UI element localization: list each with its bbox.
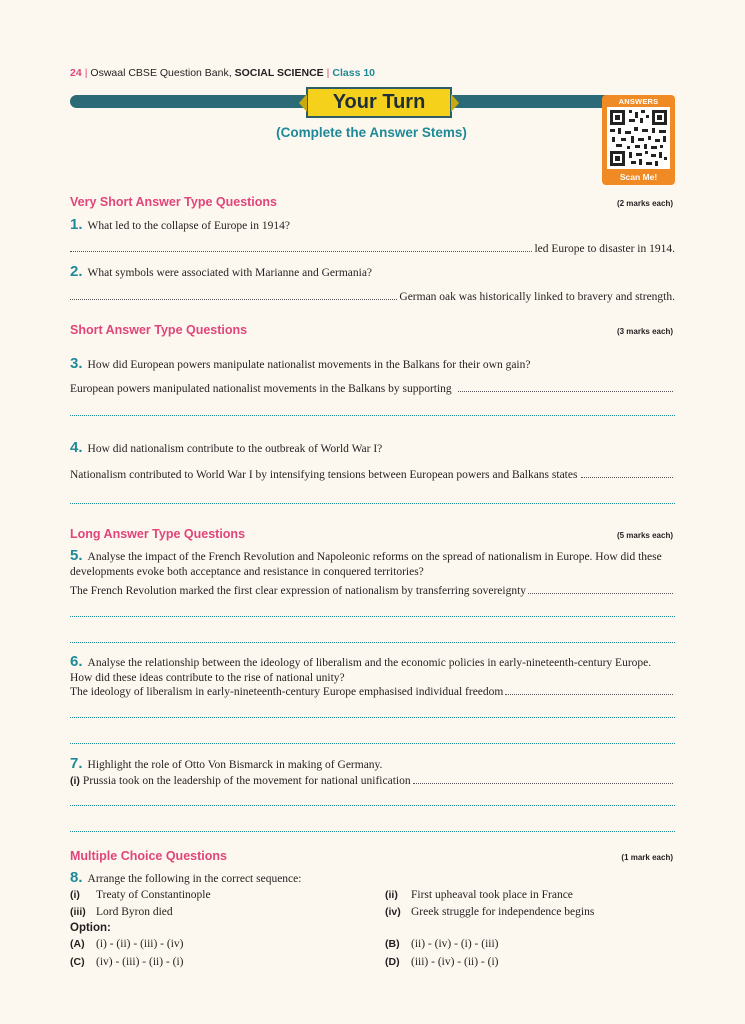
question-text: How did nationalism contribute to the outbreak of World War I? xyxy=(87,443,383,455)
sequence-item: (ii) First upheaval took place in France xyxy=(385,889,573,901)
question-text: What led to the collapse of Europe in 1914? xyxy=(87,220,290,232)
answer-line[interactable] xyxy=(70,830,675,832)
qr-code-icon[interactable] xyxy=(607,107,670,169)
class-label: Class 10 xyxy=(332,67,376,79)
answer-stem-2[interactable] xyxy=(70,291,675,303)
question-8 xyxy=(70,871,675,887)
question-number: 1. xyxy=(70,216,83,233)
section-title: Short Answer Type Questions xyxy=(70,323,248,337)
qr-bottom-label: Scan Me! xyxy=(619,172,658,182)
section-title: Long Answer Type Questions xyxy=(70,527,246,541)
question-3 xyxy=(70,357,675,373)
question-text: Highlight the role of Otto Von Bismarck in making of Germany. xyxy=(87,759,383,771)
answer-stem-1[interactable] xyxy=(70,243,675,255)
answer-blank[interactable] xyxy=(70,243,532,252)
answer-line[interactable] xyxy=(70,414,675,416)
question-text: Analyse the relationship between the ideology of liberalism and the economic policies in early-nineteenth-century Europe. How did these ideas contribute to the rise of national unity? xyxy=(70,657,652,684)
answer-line[interactable] xyxy=(70,615,675,617)
section-marks: (1 mark each) xyxy=(621,853,673,862)
question-number: 2. xyxy=(70,263,83,280)
banner-tag xyxy=(306,87,452,118)
question-number: 3. xyxy=(70,355,83,372)
mcq-option-b[interactable]: (B) (ii) - (iv) - (i) - (iii) xyxy=(385,938,499,950)
question-5 xyxy=(70,549,675,579)
mcq-option-a[interactable]: (A) (i) - (ii) - (iii) - (iv) xyxy=(70,938,184,950)
question-text: What symbols were associated with Marianne and Germania? xyxy=(87,267,373,279)
answer-stem-3[interactable] xyxy=(70,383,675,395)
stem-text: The French Revolution marked the first clear expression of nationalism by transferring sovereignty xyxy=(70,585,527,597)
answer-blank[interactable] xyxy=(528,585,673,594)
banner-title: Your Turn xyxy=(332,91,426,113)
question-1 xyxy=(70,218,675,234)
answer-line[interactable] xyxy=(70,804,675,806)
question-7 xyxy=(70,757,675,773)
question-number: 5. xyxy=(70,547,83,564)
answer-blank[interactable] xyxy=(413,775,673,784)
stem-text: Prussia took on the leadership of the movement for national unification xyxy=(82,775,411,787)
mcq-option-d[interactable]: (D) (iii) - (iv) - (ii) - (i) xyxy=(385,956,499,968)
answer-line[interactable] xyxy=(70,641,675,643)
sequence-item: (iii) Lord Byron died xyxy=(70,906,173,918)
section-marks: (2 marks each) xyxy=(616,199,673,208)
answer-blank[interactable] xyxy=(458,383,673,392)
question-number: 4. xyxy=(70,439,83,456)
question-2 xyxy=(70,265,675,281)
section-title: Very Short Answer Type Questions xyxy=(70,195,278,209)
question-number: 6. xyxy=(70,653,83,670)
question-text: How did European powers manipulate nationalist movements in the Balkans for their own gain? xyxy=(87,359,531,371)
answer-blank[interactable] xyxy=(581,469,673,478)
question-number: 8. xyxy=(70,869,83,886)
stem-text: German oak was historically linked to bravery and strength. xyxy=(399,291,675,303)
answer-blank[interactable] xyxy=(70,291,397,300)
section-marks: (5 marks each) xyxy=(616,531,673,540)
answer-stem-4[interactable] xyxy=(70,469,675,481)
option-heading: Option: xyxy=(70,922,111,934)
question-text: Arrange the following in the correct sequence: xyxy=(87,873,302,885)
answer-blank[interactable] xyxy=(505,686,673,695)
mcq-option-c[interactable]: (C) (iv) - (iii) - (ii) - (i) xyxy=(70,956,184,968)
subject-name: SOCIAL SCIENCE xyxy=(234,67,324,79)
stem-text: Nationalism contributed to World War I by intensifying tensions between European powers and Balkans states xyxy=(70,469,578,481)
section-very-short xyxy=(70,195,673,209)
section-long xyxy=(70,527,673,541)
question-number: 7. xyxy=(70,755,83,772)
question-6 xyxy=(70,655,675,685)
book-title: Oswaal CBSE Question Bank, xyxy=(90,67,232,79)
qr-answers-box[interactable] xyxy=(602,95,675,185)
stem-text: European powers manipulated nationalist movements in the Balkans by supporting xyxy=(70,383,452,395)
banner-subtitle: (Complete the Answer Stems) xyxy=(276,125,467,140)
section-mcq xyxy=(70,849,673,863)
answer-line[interactable] xyxy=(70,742,675,744)
sub-label: (i) xyxy=(70,775,80,787)
answer-line[interactable] xyxy=(70,502,675,504)
qr-top-label: ANSWERS xyxy=(618,97,659,106)
question-text: Analyse the impact of the French Revolution and Napoleonic reforms on the spread of nationalism in Europe. How did these developments evoke both acceptance and resistance in conquered territories? xyxy=(70,551,662,578)
stem-text: led Europe to disaster in 1914. xyxy=(534,243,675,255)
stem-text: The ideology of liberalism in early-nineteenth-century Europe emphasised individual freedom xyxy=(70,686,504,698)
answer-stem-7[interactable] xyxy=(70,775,675,787)
answer-line[interactable] xyxy=(70,716,675,718)
section-short xyxy=(70,323,673,337)
question-4 xyxy=(70,441,675,457)
running-header: 24 | Oswaal CBSE Question Bank, SOCIAL SCIENCE | Class 10 xyxy=(70,67,376,79)
answer-stem-5[interactable] xyxy=(70,585,675,597)
sequence-item: (i) Treaty of Constantinople xyxy=(70,889,211,901)
page-number: 24 xyxy=(70,67,82,79)
section-title: Multiple Choice Questions xyxy=(70,849,227,863)
answer-stem-6[interactable] xyxy=(70,686,675,698)
section-marks: (3 marks each) xyxy=(616,327,673,336)
sequence-item: (iv) Greek struggle for independence begins xyxy=(385,906,595,918)
